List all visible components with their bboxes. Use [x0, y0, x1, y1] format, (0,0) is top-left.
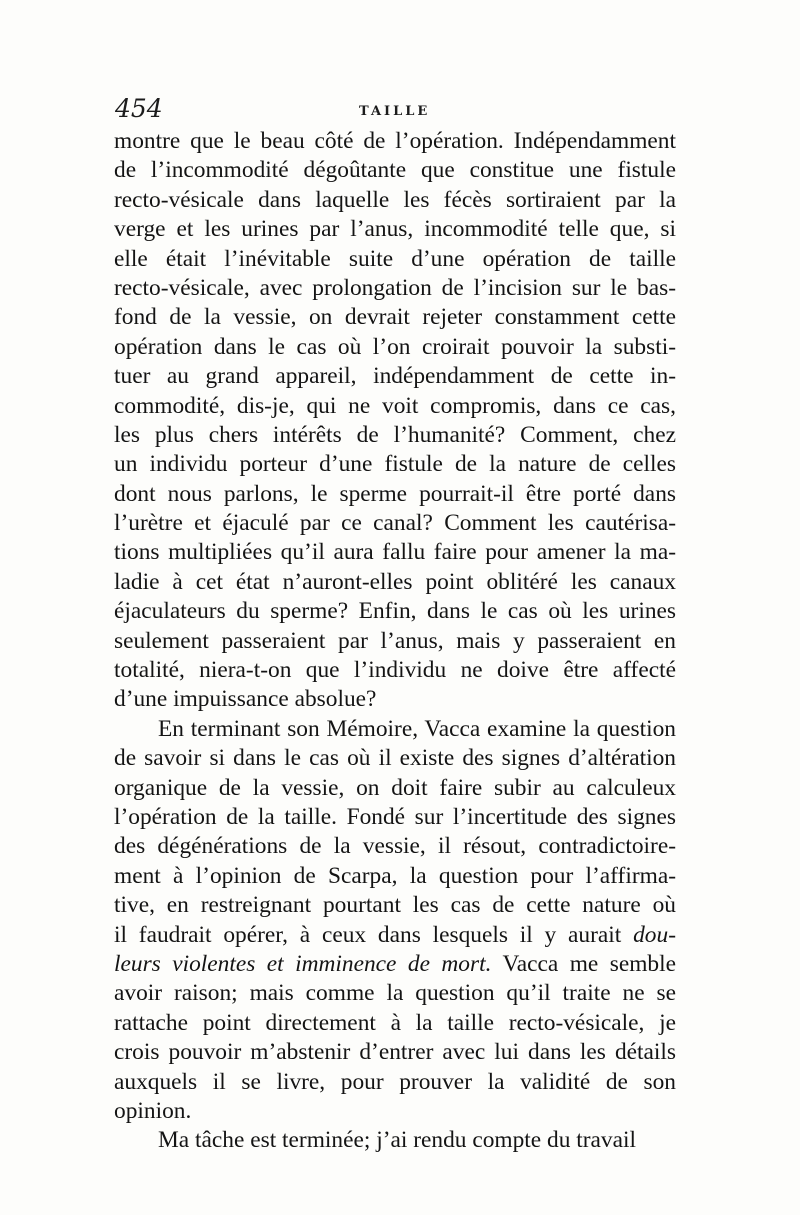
- paragraph: [114, 127, 676, 715]
- text-line: de l’incommodité dégoûtante que constitue une fistule: [114, 157, 676, 184]
- italic-text: leurs violentes et imminence de mort.: [114, 950, 492, 977]
- text-line: fond de la vessie, on devrait rejeter constamment cette: [114, 304, 676, 331]
- paragraph: [114, 715, 676, 1126]
- text-line: ment à l’opinion de Scarpa, la question pour l’affirma-: [114, 862, 676, 889]
- text-line: de savoir si dans le cas où il existe des signes d’altération: [114, 745, 676, 772]
- text-line: totalité, niera-t-on que l’individu ne doive être affecté: [114, 657, 676, 684]
- page-header: [115, 94, 675, 128]
- text-line: dont nous parlons, le sperme pourrait-il être porté dans: [114, 480, 676, 507]
- italic-text: dou-: [633, 921, 676, 948]
- text-line: avoir raison; mais comme la question qu’il traite ne se: [114, 980, 676, 1007]
- page-number: 454: [115, 94, 163, 123]
- text-line: l’opération de la taille. Fondé sur l’incertitude des signes: [114, 803, 676, 830]
- text-line: recto-vésicale dans laquelle les fécès sortiraient par la: [114, 186, 676, 213]
- text-line: tuer au grand appareil, indépendamment de cette in-: [114, 363, 676, 390]
- text-line: les plus chers intérêts de l’humanité? Comment, chez: [114, 421, 676, 448]
- text-line: l’urètre et éjaculé par ce canal? Comment les cautérisa-: [114, 510, 676, 537]
- text-line: commodité, dis-je, qui ne voit compromis, dans ce cas,: [114, 392, 676, 419]
- text-line: leurs violentes et imminence de mort. Vacca me semble: [114, 950, 676, 977]
- text-line: montre que le beau côté de l’opération. Indépendamment: [114, 128, 676, 154]
- text-line: opération dans le cas où l’on croirait pouvoir la substi-: [114, 333, 676, 360]
- text-line: En terminant son Mémoire, Vacca examine la question: [158, 715, 676, 742]
- text-line: des dégénérations de la vessie, il résout, contradictoire-: [114, 833, 676, 860]
- text-line: opinion.: [114, 1097, 192, 1124]
- text-line: ladie à cet état n’auront-elles point oblitéré les canaux: [114, 568, 676, 595]
- text-line: d’une impuissance absolue?: [114, 686, 377, 713]
- body-text: [114, 127, 676, 1156]
- text-line: tions multipliées qu’il aura fallu faire pour amener la ma-: [114, 539, 676, 566]
- text-line: seulement passeraient par l’anus, mais y passeraient en: [114, 627, 676, 654]
- text-line: rattache point directement à la taille recto-vésicale, je: [114, 1009, 676, 1036]
- text-line: éjaculateurs du sperme? Enfin, dans le cas où les urines: [114, 598, 676, 625]
- text-line: tive, en restreignant pourtant les cas de cette nature où: [114, 892, 676, 919]
- text-line: auxquels il se livre, pour prouver la validité de son: [114, 1068, 676, 1095]
- text-line: organique de la vessie, on doit faire subir au calculeux: [114, 774, 676, 801]
- text-line: il faudrait opérer, à ceux dans lesquels il y aurait dou-: [114, 921, 676, 948]
- text-line: verge et les urines par l’anus, incommodité telle que, si: [114, 216, 676, 243]
- text-line: crois pouvoir m’abstenir d’entrer avec lui dans les détails: [114, 1039, 676, 1066]
- text-line: Ma tâche est terminée; j’ai rendu compte du travail: [158, 1127, 637, 1154]
- paragraph: [114, 1126, 676, 1155]
- text-line: un individu porteur d’une fistule de la nature de celles: [114, 451, 676, 478]
- text-line: recto-vésicale, avec prolongation de l’incision sur le bas-: [114, 274, 676, 301]
- running-head: TAILLE: [359, 104, 431, 119]
- text-line: elle était l’inévitable suite d’une opération de taille: [114, 245, 676, 272]
